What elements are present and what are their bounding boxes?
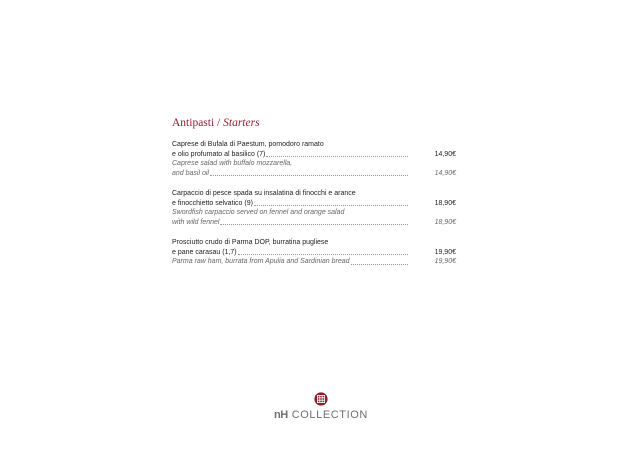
brand-wordmark [274,409,368,421]
dish-line [172,189,456,199]
dish-line [172,169,456,179]
dish-name-italian: Prosciutto crudo di Parma DOP, burratina pugliese [172,239,329,246]
dot-leader [351,264,408,265]
section-title-english: Starters [223,117,260,129]
nh-collection-emblem-icon [314,392,328,406]
dish-name-italian: e olio profumato al basilico (7) [172,150,266,158]
dish-line [172,208,456,218]
dot-leader [210,175,408,176]
dish-line [172,199,456,209]
dish-price: 18,90€ [434,199,456,207]
menu-item [172,189,456,227]
menu-item [172,238,456,267]
dish-name-italian: Carpaccio di pesce spada su insalatina di finocchi e arance [172,190,356,197]
dish-name-english: and basil oil [172,169,209,177]
dish-line [172,159,456,169]
dish-name-italian: e finocchietto selvatico (9) [172,199,253,207]
dot-leader [266,156,408,157]
dish-price: 14,90€ [434,150,456,158]
brand-logo [274,392,368,421]
dish-name-english: Parma raw ham, burrata from Apulia and Sardinian bread [172,258,350,265]
dish-price-english: 18,90€ [434,218,456,226]
dish-name-english: with wild fennel [172,218,220,226]
dot-leader [220,224,408,225]
dish-line [172,238,456,248]
dish-name-english: Caprese salad with buffalo mozzarella, [172,160,293,167]
section-heading [172,116,456,130]
section-title-separator: / [214,117,224,129]
brand-word: COLLECTION [291,409,368,421]
menu-item [172,140,456,178]
section-title-italian: Antipasti [172,117,215,129]
dot-leader [238,254,408,255]
dish-name-italian: Caprese di Bufala di Paestum, pomodoro ramato [172,141,324,148]
dish-price-english: 14,90€ [434,169,456,177]
menu-section [172,116,456,278]
dish-line [172,248,456,258]
dot-leader [254,205,408,206]
dish-line [172,150,456,160]
dish-name-italian: e pane carasau (1,7) [172,248,237,256]
dish-price-english: 19,90€ [434,258,456,265]
brand-mark: nH [274,409,288,421]
dish-name-english: Swordfish carpaccio served on fennel and orange salad [172,209,345,216]
dish-price: 19,90€ [434,248,456,256]
dish-line [172,257,456,267]
dish-line [172,140,456,150]
dish-line [172,218,456,228]
